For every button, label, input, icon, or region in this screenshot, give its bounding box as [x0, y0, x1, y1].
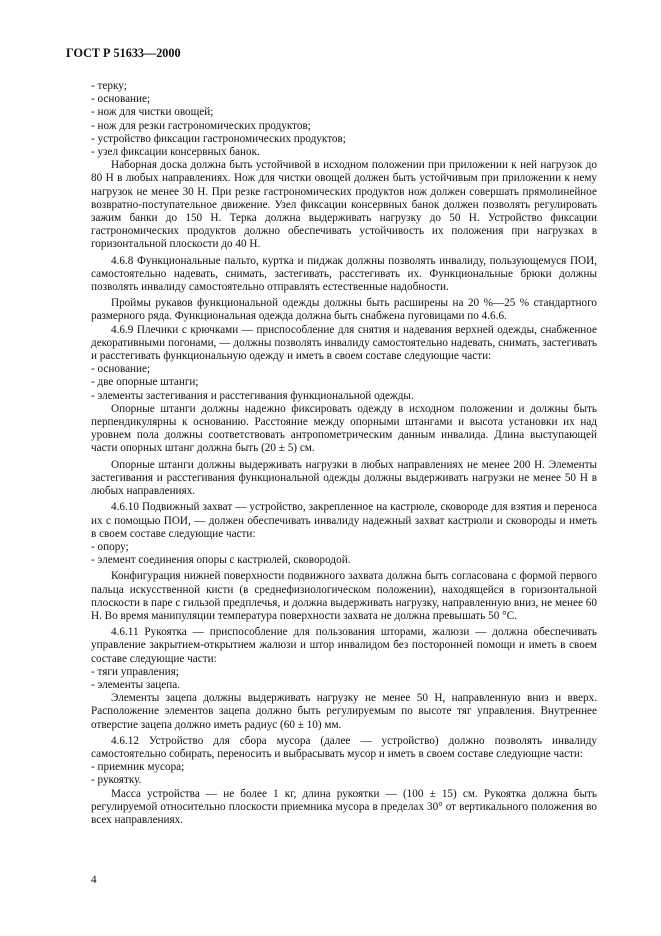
paragraph: 4.6.12 Устройство для сбора мусора (далее — устройство) должно позволять инвалиду самостоятельно собирать, переносить и выбрасывать мусор и иметь в своем составе следующие части: — [91, 734, 597, 760]
parts-list-4 — [91, 666, 597, 692]
parts-list-5 — [91, 761, 597, 787]
paragraph: 4.6.10 Подвижный захват — устройство, закрепленное на кастрюле, сковороде для взятия и переноса их с помощью ПОИ, — должен обеспечивать инвалиду надежный захват кастрюли и сковороды и иметь в своем составе следующие части: — [91, 501, 597, 540]
list-item: - приемник мусора; — [91, 761, 185, 774]
list-item: - основание; — [91, 93, 151, 106]
paragraph: 4.6.11 Рукоятка — приспособление для пользования шторами, жалюзи — должна обеспечивать управление закрытием-открытием жалюзи и штор инвалидом без посторонней помощи и иметь в своем составе следующие части: — [91, 626, 597, 665]
paragraph: Наборная доска должна быть устойчивой в исходном положении при приложении к ней нагрузок до 80 Н в любых направлениях. Нож для чистки овощей должен быть устойчивым при приложении к нему нагрузок не менее 30 Н. При резке гастрономических продуктов нож должен совершать прямолинейное возвратно-поступательное движение. Узел фиксации консервных банок должен позволять регулировать зажим банки до 150 Н. Терка должна выдерживать нагрузку до 50 Н. Устройство фиксации гастрономических продуктов должно обеспечивать устойчивость их положения при нагрузках в горизонтальной плоскости до 40 Н. — [91, 159, 597, 251]
document-body — [91, 80, 597, 827]
list-item: - элементы зацепа. — [91, 678, 180, 691]
paragraph: Масса устройства — не более 1 кг, длина рукоятки — (100 ± 15) см. Рукоятка должна быть регулируемой относительно плоскости приемника мусора в пределах 30° от вертикального положения во всех направлениях. — [91, 787, 597, 826]
paragraph: Конфигурация нижней поверхности подвижного захвата должна быть согласована с формой первого пальца искусственной кисти (в среднефизиологическом положении), находящейся в горизонтальной плоскости в паре с гильзой предплечья, и должна выдерживать нагрузку, направленную вниз, не менее 60 Н. Во время манипуляции температура поверхности захвата не должна превышать 50 °С. — [91, 570, 597, 622]
list-item: - тяги управления; — [91, 665, 179, 678]
paragraph: Проймы рукавов функциональной одежды должны быть расширены на 20 %—25 % стандартного размерного ряда. Функциональная одежда должна быть снабжена пуговицами по 4.6.6. — [91, 297, 597, 323]
paragraph: Элементы зацепа должны выдерживать нагрузку не менее 50 Н, направленную вниз и вверх. Расположение элементов зацепа должно быть регулируемым по высоте тяг управления. Внутреннее отверстие зацепа должно иметь радиус (60 ± 10) мм. — [91, 692, 597, 731]
list-item: - основание; — [91, 363, 151, 376]
list-item: - терку; — [91, 80, 127, 92]
paragraph: Опорные штанги должны выдерживать нагрузки в любых направлениях не менее 200 Н. Элементы застегивания и расстегивания функциональной одежды должны выдерживать нагрузки не менее 50 Н в любых направлениях. — [91, 458, 597, 498]
paragraph: Опорные штанги должны надежно фиксировать одежду в исходном положении и должны быть перпендикулярны к основанию. Расстояние между опорными штангами и высота установки их над уровнем пола должны соответствовать антропометрическим данным инвалида. Длина выступающей части опорных штанг должна быть (20 ± 5) см. — [91, 402, 597, 455]
list-item: - устройство фиксации гастрономических продуктов; — [91, 132, 346, 145]
list-item: - нож для резки гастрономических продуктов; — [91, 119, 311, 132]
parts-list-2 — [91, 363, 597, 403]
list-item: - две опорные штанги; — [91, 376, 199, 389]
page-number: 4 — [91, 874, 97, 886]
paragraph: 4.6.8 Функциональные пальто, куртка и пиджак должны позволять инвалиду, пользующемуся ПОИ, самостоятельно надевать, снимать, застегивать, расстегивать их. Функциональные брюки должны позволять инвалиду самостоятельно отправлять естественные надобности. — [91, 254, 597, 294]
document-header: ГОСТ Р 51633—2000 — [66, 46, 181, 60]
list-item: - элемент соединения опоры с кастрюлей, сковородой. — [91, 554, 351, 567]
parts-list-1 — [91, 80, 597, 159]
list-item: - рукоятку. — [91, 774, 142, 787]
parts-list-3 — [91, 541, 597, 567]
list-item: - элементы застегивания и расстегивания функциональной одежды. — [91, 389, 414, 402]
list-item: - опору; — [91, 540, 129, 553]
list-item: - нож для чистки овощей; — [91, 106, 214, 119]
paragraph: 4.6.9 Плечики с крючками — приспособление для снятия и надевания верхней одежды, снабженное декоративными погонами, — должны позволять инвалиду самостоятельно надевать, снимать, застегивать и расстегивать функциональную одежду и иметь в своем составе следующие части: — [91, 323, 597, 363]
list-item: - узел фиксации консервных банок. — [91, 146, 260, 159]
